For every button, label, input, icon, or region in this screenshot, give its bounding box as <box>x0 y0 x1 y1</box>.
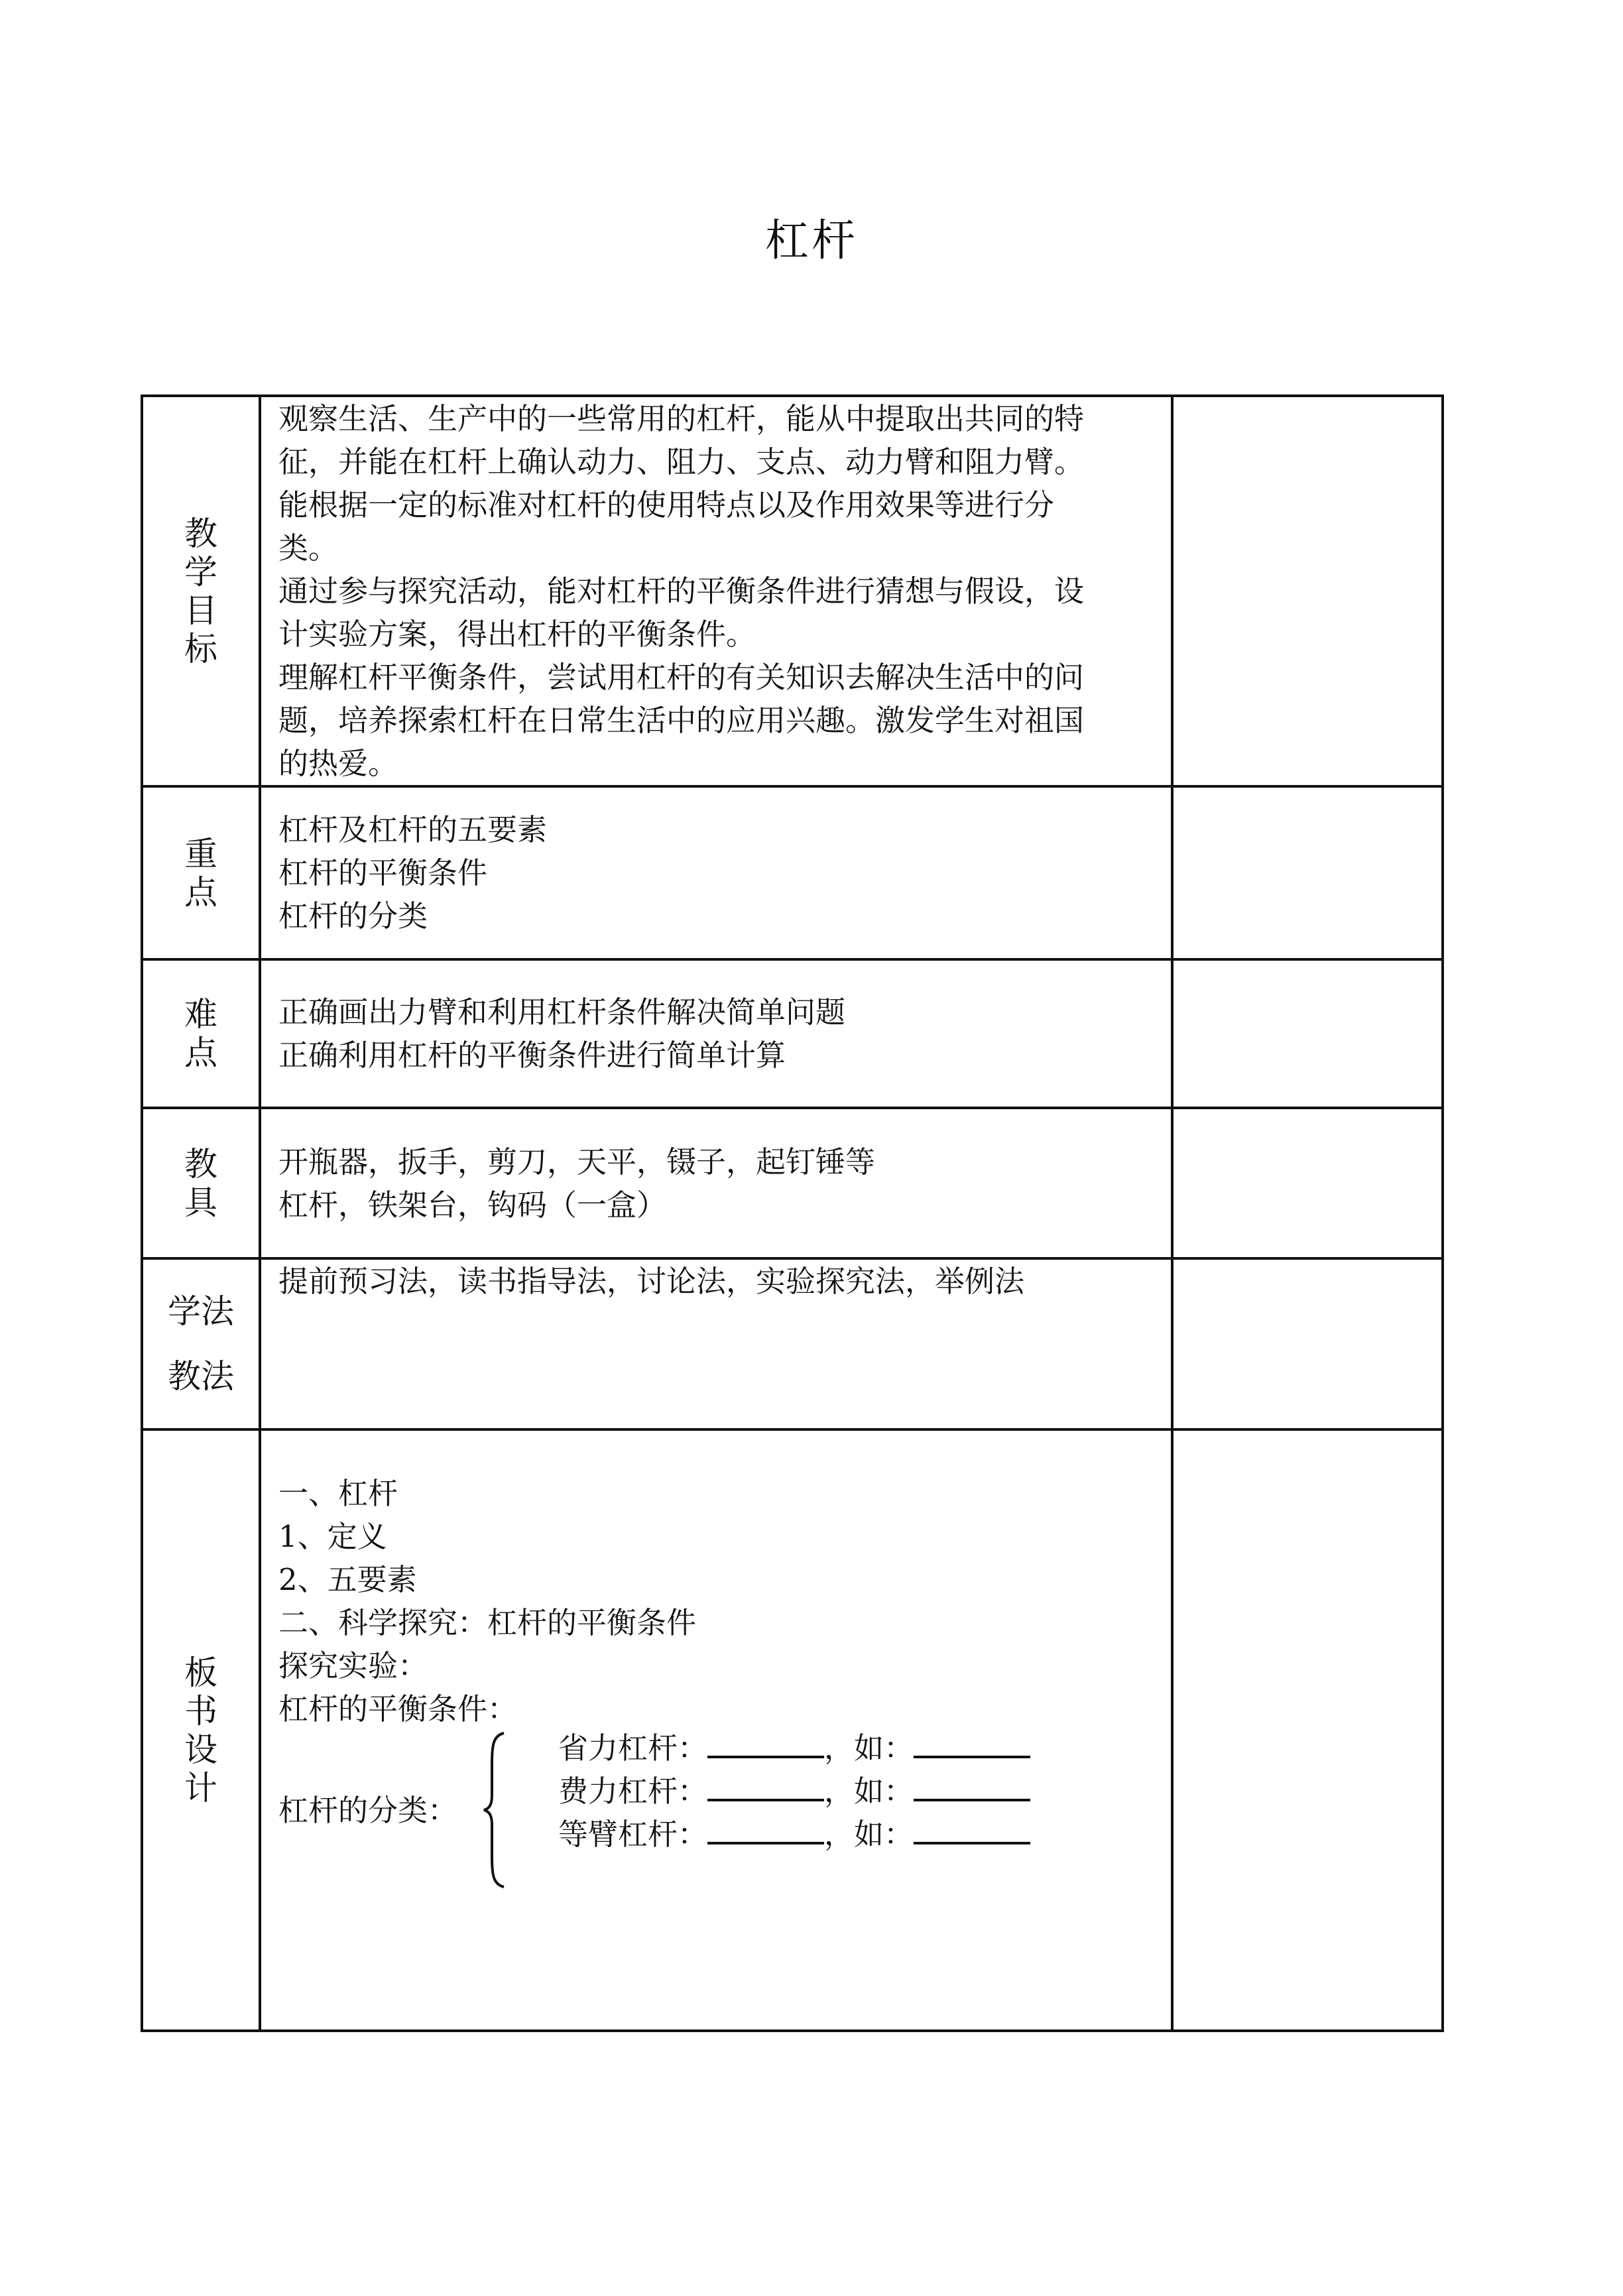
text-line: 能根据一定的标准对杠杆的使用特点以及作用效果等进行分 <box>278 487 1055 522</box>
label-char: 计 <box>184 1768 217 1807</box>
text-line: 杠杆，铁架台，钩码（一盒） <box>278 1187 667 1223</box>
answer-blank[interactable] <box>914 1772 1030 1801</box>
text-line: 开瓶器，扳手，剪刀，天平，镊子，起钉锤等 <box>278 1144 876 1179</box>
label-difficulties <box>142 959 260 1108</box>
text-line: 类。 <box>278 530 339 566</box>
lever-type: 等臂杠杆： <box>558 1817 708 1852</box>
notes-board-design <box>1172 1429 1443 2031</box>
label-char: 板 <box>184 1653 217 1692</box>
label-key-points <box>142 786 260 959</box>
label-char: 具 <box>184 1183 217 1222</box>
text-line: 提前预习法，读书指导法，讨论法，实验探究法，举例法 <box>278 1264 1025 1299</box>
answer-blank[interactable] <box>707 1815 824 1844</box>
lesson-plan-table <box>141 394 1444 2032</box>
classification-row <box>558 1726 1030 1770</box>
content-objectives <box>260 396 1172 786</box>
row-teaching-aids <box>142 1108 1443 1258</box>
answer-blank[interactable] <box>914 1729 1030 1758</box>
text-line: 正确画出力臂和利用杠杆条件解决简单问题 <box>278 995 846 1030</box>
label-teaching-aids <box>142 1108 260 1258</box>
label-char: 书 <box>184 1691 217 1730</box>
row-board-design <box>142 1429 1443 2031</box>
content-difficulties <box>260 959 1172 1108</box>
content-key-points <box>260 786 1172 959</box>
content-teaching-aids <box>260 1108 1172 1258</box>
label-char: 学 <box>184 552 217 591</box>
page-title: 杠杆 <box>765 215 858 266</box>
lever-classification <box>278 1730 1158 1903</box>
notes-methods <box>1172 1258 1443 1429</box>
label-board-design <box>142 1429 260 2031</box>
text-line: 杠杆及杠杆的五要素 <box>278 812 548 847</box>
text-line: 的热爱。 <box>278 746 398 781</box>
answer-blank[interactable] <box>707 1772 824 1801</box>
text-line: 正确利用杠杆的平衡条件进行简单计算 <box>278 1038 786 1073</box>
classification-row <box>558 1813 1030 1856</box>
text-line: 理解杠杆平衡条件，尝试用杠杆的有关知识去解决生活中的问 <box>278 660 1085 695</box>
notes-objectives <box>1172 396 1443 786</box>
row-key-points <box>142 786 1443 959</box>
classification-label: 杠杆的分类： <box>278 1793 458 1828</box>
curly-brace-icon <box>481 1730 508 1890</box>
text-line: 杠杆的分类 <box>278 898 428 934</box>
text-line: 一、杠杆 <box>278 1476 398 1511</box>
text-line: 征，并能在杠杆上确认动力、阻力、支点、动力臂和阻力臂。 <box>278 444 1085 479</box>
text-line: 1、定义 <box>278 1519 387 1554</box>
answer-blank[interactable] <box>707 1729 824 1758</box>
label-char: 点 <box>184 873 217 912</box>
label-text: 学法 <box>168 1292 234 1331</box>
label-objectives <box>142 396 260 786</box>
text-line: 通过参与探究活动，能对杠杆的平衡条件进行猜想与假设，设 <box>278 574 1085 609</box>
text-line: 杠杆的平衡条件 <box>278 855 488 890</box>
text-line: 二、科学探究：杠杆的平衡条件 <box>278 1605 697 1640</box>
example-label: ，如： <box>824 1817 914 1852</box>
label-char: 重 <box>184 834 217 873</box>
example-label: ，如： <box>824 1774 914 1809</box>
row-difficulties <box>142 959 1443 1108</box>
lever-type: 费力杠杆： <box>558 1774 708 1809</box>
label-text: 教法 <box>168 1357 234 1396</box>
row-methods <box>142 1258 1443 1429</box>
example-label: ，如： <box>824 1730 914 1766</box>
text-line: 计实验方案，得出杠杆的平衡条件。 <box>278 617 756 652</box>
row-objectives <box>142 396 1443 786</box>
content-methods <box>260 1258 1172 1429</box>
label-methods <box>142 1258 260 1429</box>
text-line: 杠杆的平衡条件： <box>278 1691 518 1726</box>
label-char: 教 <box>184 1144 217 1183</box>
label-char: 标 <box>184 629 217 668</box>
notes-key-points <box>1172 786 1443 959</box>
notes-difficulties <box>1172 959 1443 1108</box>
answer-blank[interactable] <box>914 1815 1030 1844</box>
lever-type: 省力杠杆： <box>558 1730 708 1766</box>
label-char: 目 <box>184 591 217 630</box>
label-char: 点 <box>184 1034 217 1072</box>
classification-row <box>558 1770 1030 1813</box>
text-line: 观察生活、生产中的一些常用的杠杆，能从中提取出共同的特 <box>278 401 1085 436</box>
text-line: 2、五要素 <box>278 1562 417 1597</box>
label-char: 教 <box>184 514 217 553</box>
text-line: 探究实验： <box>278 1648 428 1683</box>
notes-teaching-aids <box>1172 1108 1443 1258</box>
label-char: 难 <box>184 995 217 1034</box>
label-char: 设 <box>184 1730 217 1769</box>
content-board-design <box>260 1429 1172 2031</box>
text-line: 题，培养探索杠杆在日常生活中的应用兴趣。激发学生对祖国 <box>278 703 1085 738</box>
